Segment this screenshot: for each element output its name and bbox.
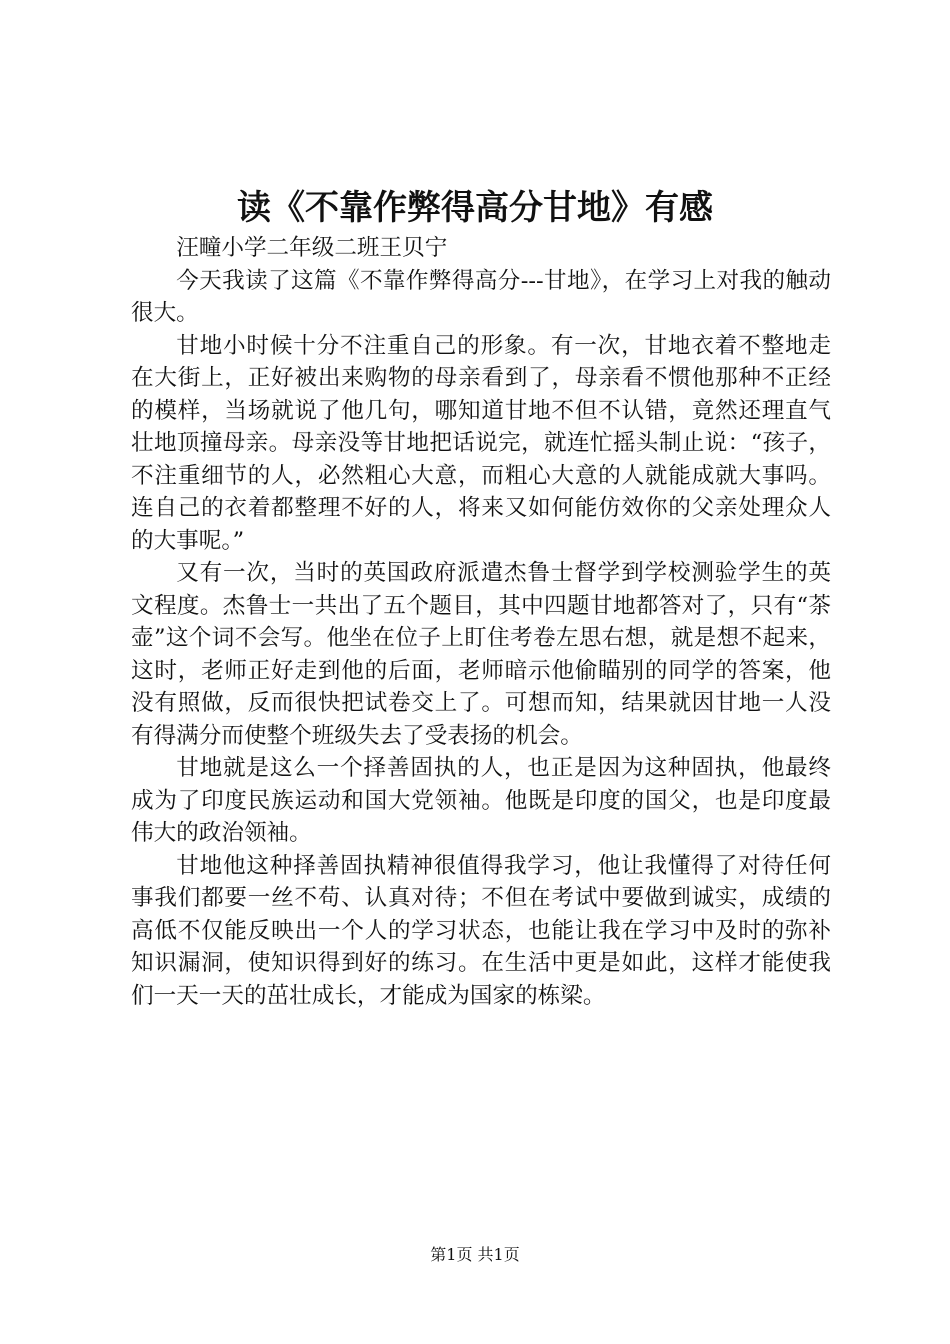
author-line: 汪疃小学二年级二班王贝宁 [176, 235, 448, 261]
document-title: 读《不靠作弊得高分甘地》有感 [237, 188, 713, 228]
document-body [131, 232, 831, 1012]
paragraph: 甘地他这种择善固执精神很值得我学习，他让我懂得了对待任何事我们都要一丝不苟、认真对待；不但在考试中要做到诚实，成绩的高低不仅能反映出一个人的学习状态，也能让我在学习中及时的弥补知识漏洞，使知识得到好的练习。在生活中更是如此，这样才能使我们一天一天的茁壮成长，才能成为国家的栋梁。 [131, 852, 831, 1009]
paragraph: 又有一次，当时的英国政府派遣杰鲁士督学到学校测验学生的英文程度。杰鲁士一共出了五个题目，其中四题甘地都答对了，只有“茶壶”这个词不会写。他坐在位子上盯住考卷左思右想，就是想不起来，这时，老师正好走到他的后面，老师暗示他偷瞄别的同学的答案，他没有照做，反而很快把试卷交上了。可想而知，结果就因甘地一人没有得满分而使整个班级失去了受表扬的机会。 [131, 560, 831, 749]
page-footer: 第1页 共1页 [430, 1245, 520, 1264]
paragraph: 今天我读了这篇《不靠作弊得高分---甘地》，在学习上对我的触动很大。 [131, 267, 831, 326]
paragraph: 甘地小时候十分不注重自己的形象。有一次，甘地衣着不整地走在大街上，正好被出来购物的母亲看到了，母亲看不惯他那种不正经的模样，当场就说了他几句，哪知道甘地不但不认错，竟然还理直气壮地顶撞母亲。母亲没等甘地把话说完，就连忙摇头制止说：“孩子，不注重细节的人，必然粗心大意，而粗心大意的人就能成就大事吗。连自己的衣着都整理不好的人，将来又如何能仿效你的父亲处理众人的大事呢。” [131, 332, 831, 554]
paragraph: 甘地就是这么一个择善固执的人，也正是因为这种固执，他最终成为了印度民族运动和国大党领袖。他既是印度的国父，也是印度最伟大的政治领袖。 [131, 755, 831, 846]
